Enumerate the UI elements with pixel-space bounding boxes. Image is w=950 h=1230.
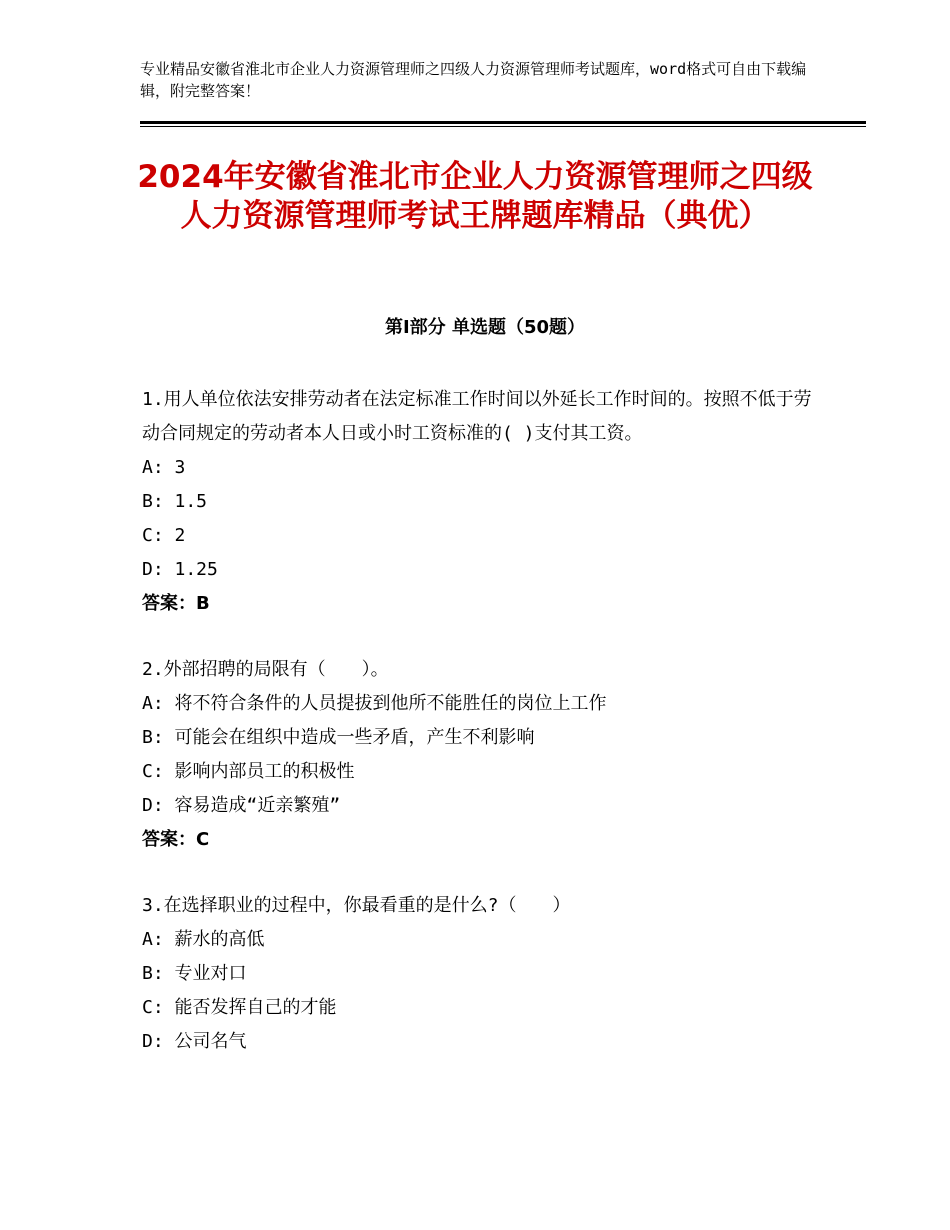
option-b: B: 1.5 bbox=[142, 491, 208, 512]
option-d: D: 公司名气 bbox=[142, 1031, 247, 1052]
document-title: 2024年安徽省淮北市企业人力资源管理师之四级人力资源管理师考试王牌题库精品（典优） bbox=[137, 159, 813, 234]
option-c: C: 影响内部员工的积极性 bbox=[142, 761, 355, 782]
option-b: B: 专业对口 bbox=[142, 963, 247, 984]
header-rule-thick bbox=[140, 121, 866, 124]
header-rule-thin bbox=[140, 126, 866, 127]
option-d: D: 容易造成“近亲繁殖” bbox=[142, 795, 341, 816]
question-stem: 3.在选择职业的过程中，你最看重的是什么?（ ） bbox=[142, 895, 571, 916]
section-heading: 第Ⅰ部分 单选题（50题） bbox=[384, 317, 585, 338]
option-c: C: 2 bbox=[142, 525, 186, 546]
option-c: C: 能否发挥自己的才能 bbox=[142, 997, 337, 1018]
question-1 bbox=[142, 383, 822, 621]
option-b: B: 可能会在组织中造成一些矛盾，产生不利影响 bbox=[142, 727, 535, 748]
header-note: 专业精品安徽省淮北市企业人力资源管理师之四级人力资源管理师考试题库，word格式可自由下载编辑，附完整答案！ bbox=[140, 60, 807, 100]
question-3 bbox=[142, 889, 822, 1059]
option-a: A: 将不符合条件的人员提拔到他所不能胜任的岗位上工作 bbox=[142, 693, 607, 714]
option-a: A: 薪水的高低 bbox=[142, 929, 265, 950]
question-stem: 1.用人单位依法安排劳动者在法定标准工作时间以外延长工作时间的。按照不低于劳动合同规定的劳动者本人日或小时工资标准的( )支付其工资。 bbox=[142, 389, 812, 444]
question-2 bbox=[142, 653, 822, 857]
question-stem: 2.外部招聘的局限有（ ）。 bbox=[142, 659, 389, 680]
answer-line: 答案：C bbox=[142, 829, 210, 850]
answer-line: 答案：B bbox=[142, 593, 210, 614]
option-a: A: 3 bbox=[142, 457, 186, 478]
question-list bbox=[142, 383, 822, 1091]
option-d: D: 1.25 bbox=[142, 559, 218, 580]
